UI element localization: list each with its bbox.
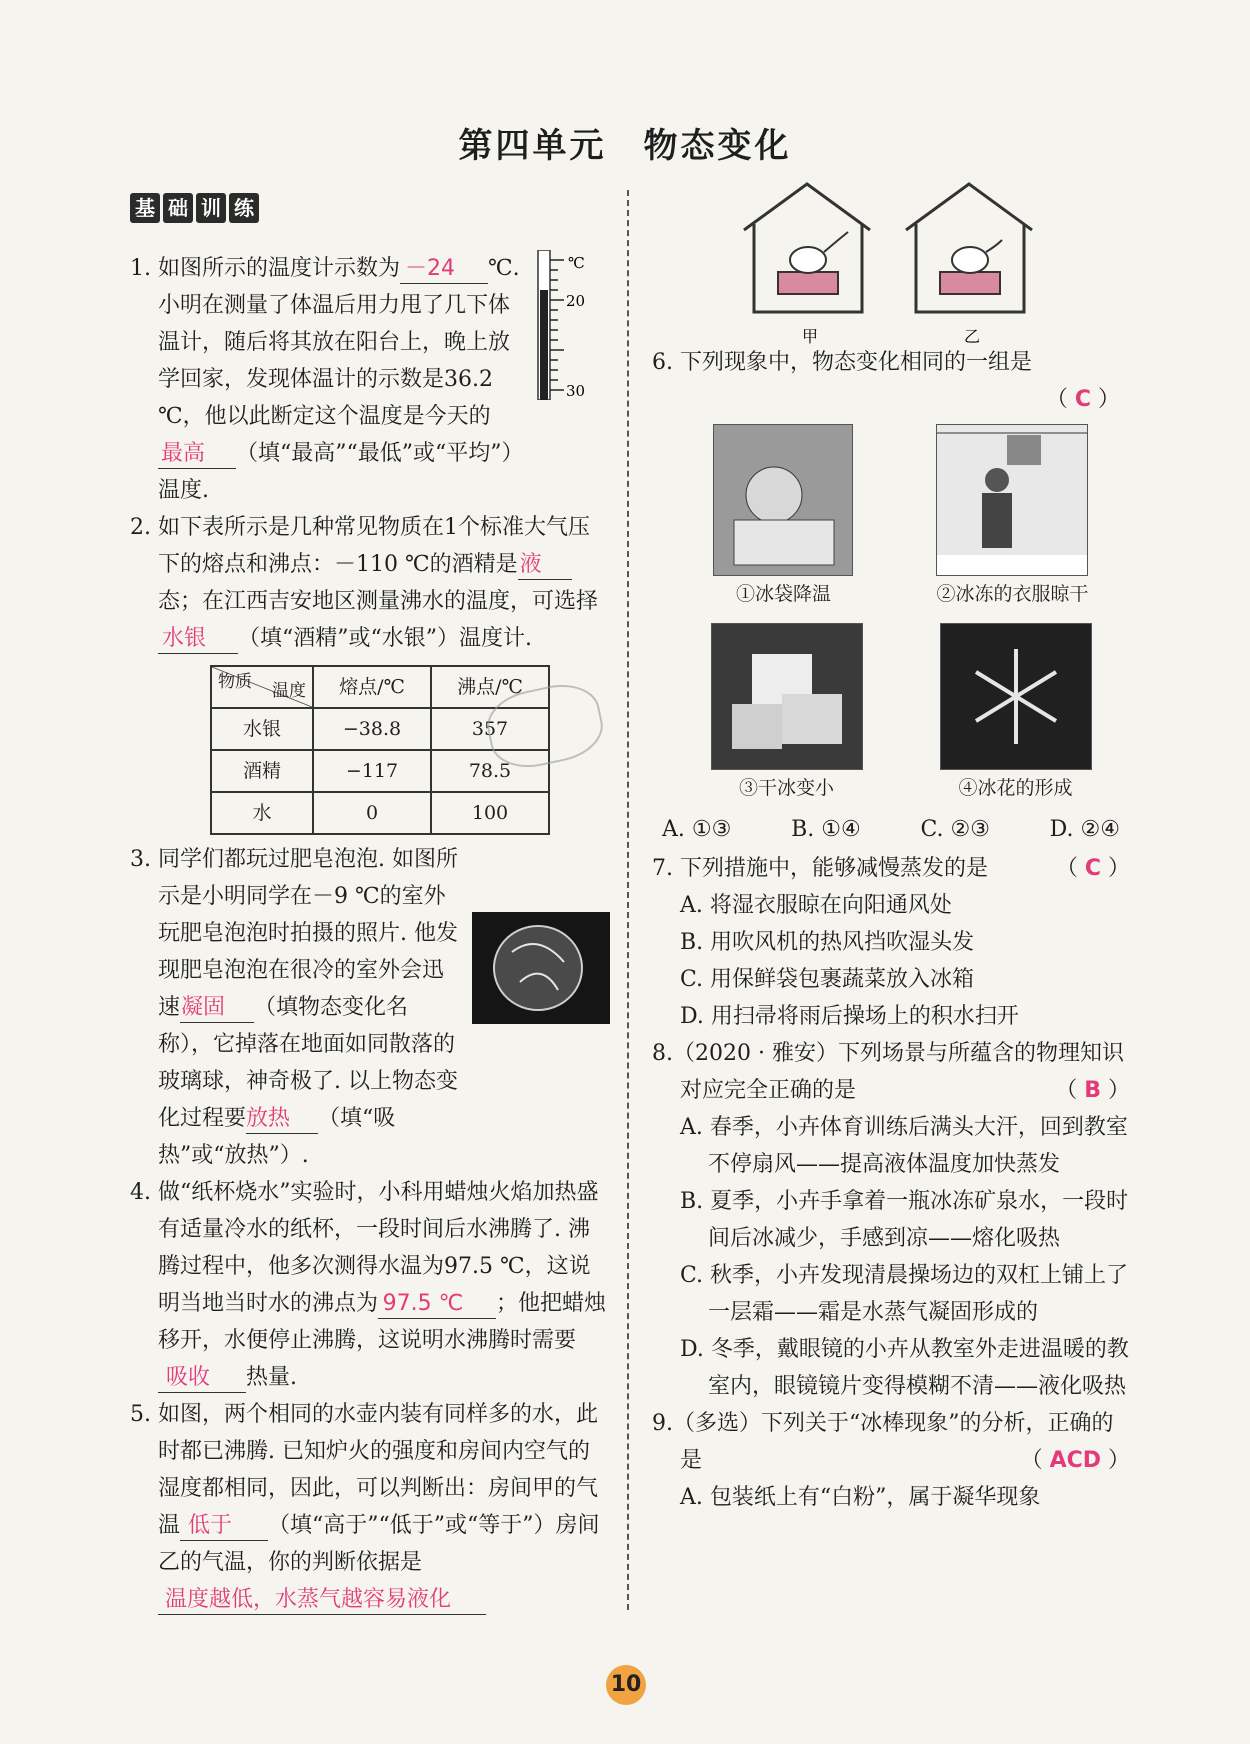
houses-figure [740,180,1050,355]
option: D. 冬季，戴眼镜的小卉从教室外走进温暖的教室内，眼镜镜片变得模糊不清——液化吸热 [680,1337,1129,1399]
option: A. 春季，小卉体育训练后满头大汗，回到教室不停扇风——提高液体温度加快蒸发 [680,1115,1128,1177]
badge-char: 训 [196,193,226,223]
answer-blank: 凝固 [180,994,254,1023]
answer-blank: 97.5 ℃ [378,1290,496,1319]
right-column [652,344,1130,1516]
answer-blank: 吸收 [158,1364,246,1393]
table-header: 沸点/℃ [431,666,549,708]
answer-blank: 最高 [158,440,236,469]
badge-char: 础 [163,193,193,223]
question-5: 5. 如图，两个相同的水壶内装有同样多的水，此时都已沸腾. 已知炉火的强度和房间内空气的湿度都相同，因此，可以判断出：房间甲的气温 低于 （填“高于”“低于”或“等于”）房间乙的气温，你的判断依据是温度越低，水蒸气越容易液化 [130,1396,610,1618]
section-badge [130,193,259,223]
answer-blank: 液 [518,551,572,580]
house-label: 甲 [802,327,819,346]
badge-char: 基 [130,193,160,223]
option: B. 用吹风机的热风挡吹湿头发 [680,930,975,955]
question-2: 2. 如下表所示是几种常见物质在1个标准大气压下的熔点和沸点：－110 ℃的酒精是液态；在江西吉安地区测量沸水的温度，可选择水银 （填“酒精”或“水银”）温度计. [130,509,610,657]
photo-frozen-clothes: ②冰冻的衣服晾干 [936,424,1088,613]
thermo-tick-label: 20 [566,292,586,310]
photo-ice-bag: ①冰袋降温 [713,424,853,613]
question-3: 3. 同学们都玩过肥皂泡泡. 如图所示是小明同学在－9 ℃的室外玩肥皂泡泡时拍摄的照片. 他发现肥皂泡泡在很冷的室外会迅速凝固 （填物态变化名称），它掉落在地面如同散落的玻璃球，神奇极了. 以上物态变化过程要放热 （填“吸热”或“放热”）. [130,847,458,1168]
answer-choice: C [1074,387,1091,412]
soap-bubble-photo [472,912,610,1024]
question-6: 6. 下列现象中，物态变化相同的一组是 [652,350,1032,375]
option: A. 包装纸上有“白粉”，属于凝华现象 [680,1485,1041,1510]
option: D. 用扫帚将雨后操场上的积水扫开 [680,1004,1019,1029]
answer-blank: 低于 [180,1512,268,1541]
thermo-unit: ℃ [568,254,585,272]
page-number: 10 [606,1665,646,1705]
question-4: 4. 做“纸杯烧水”实验时，小科用蜡烛火焰加热盛有适量冷水的纸杯，一段时间后水沸腾了. 沸腾过程中，他多次测得水温为97.5 ℃，这说明当地当时水的沸点为 97.5 ℃ ；他把蜡烛移开，水便停止沸腾，这说明水沸腾时需要吸收 热量. [130,1174,610,1396]
question-9: 9.（多选）下列关于“冰棒现象”的分析，正确的是 （ ACD ） [652,1411,1130,1473]
answer-choice: ACD [1049,1448,1101,1473]
table-row: 水银 −38.8 357 [211,708,549,750]
unit-title: 第四单元 物态变化 [458,126,792,166]
badge-char: 练 [229,193,259,223]
thermo-tick-label: 30 [566,382,586,400]
answer-blank: 放热 [246,1105,318,1134]
question-1: 1. 如图所示的温度计示数为 －24 ℃. 小明在测量了体温后用力甩了几下体温计，随后将其放在阳台上，晚上放学回家，发现体温计的示数是36.2 ℃，他以此断定这个温度是今天的最高 （填“最高”“最低”或“平均”）温度. [130,256,524,503]
question-8: 8.（2020 · 雅安）下列场景与所蕴含的物理知识对应完全正确的是 （ B ） [652,1041,1130,1103]
photo-row [672,623,1130,807]
question-7: 7. 下列措施中，能够减慢蒸发的是 （ C ） [652,856,1130,881]
photo-row [672,424,1130,613]
table-row: 酒精 −117 78.5 [211,750,549,792]
house-label: 乙 [964,327,981,346]
answer-choice: B [1084,1078,1101,1103]
option: A. 将湿衣服晾在向阳通风处 [680,893,952,918]
option: C. 用保鲜袋包裹蔬菜放入冰箱 [680,967,975,992]
option: C. 秋季，小卉发现清晨操场边的双杠上铺上了一层霜——霜是水蒸气凝固形成的 [680,1263,1129,1325]
answer-blank: 温度越低，水蒸气越容易液化 [158,1586,486,1615]
answer-blank: 水银 [158,625,238,654]
table-header: 熔点/℃ [313,666,431,708]
table-row: 水 0 100 [211,792,549,834]
photo-ice-flower: ④冰花的形成 [940,623,1092,807]
column-divider [627,190,629,1610]
photo-dry-ice: ③干冰变小 [711,623,863,807]
answer-blank: －24 [400,255,488,284]
table-diagonal-header: 温度 物质 [211,666,313,708]
q6-options: A. ①③ B. ①④ C. ②③ D. ②④ [662,817,1120,842]
answer-choice: C [1084,856,1101,881]
option: B. 夏季，小卉手拿着一瓶冰冻矿泉水，一段时间后冰减少，手感到凉——熔化吸热 [680,1189,1129,1251]
answer-bracket: （ C ） [1045,387,1120,412]
